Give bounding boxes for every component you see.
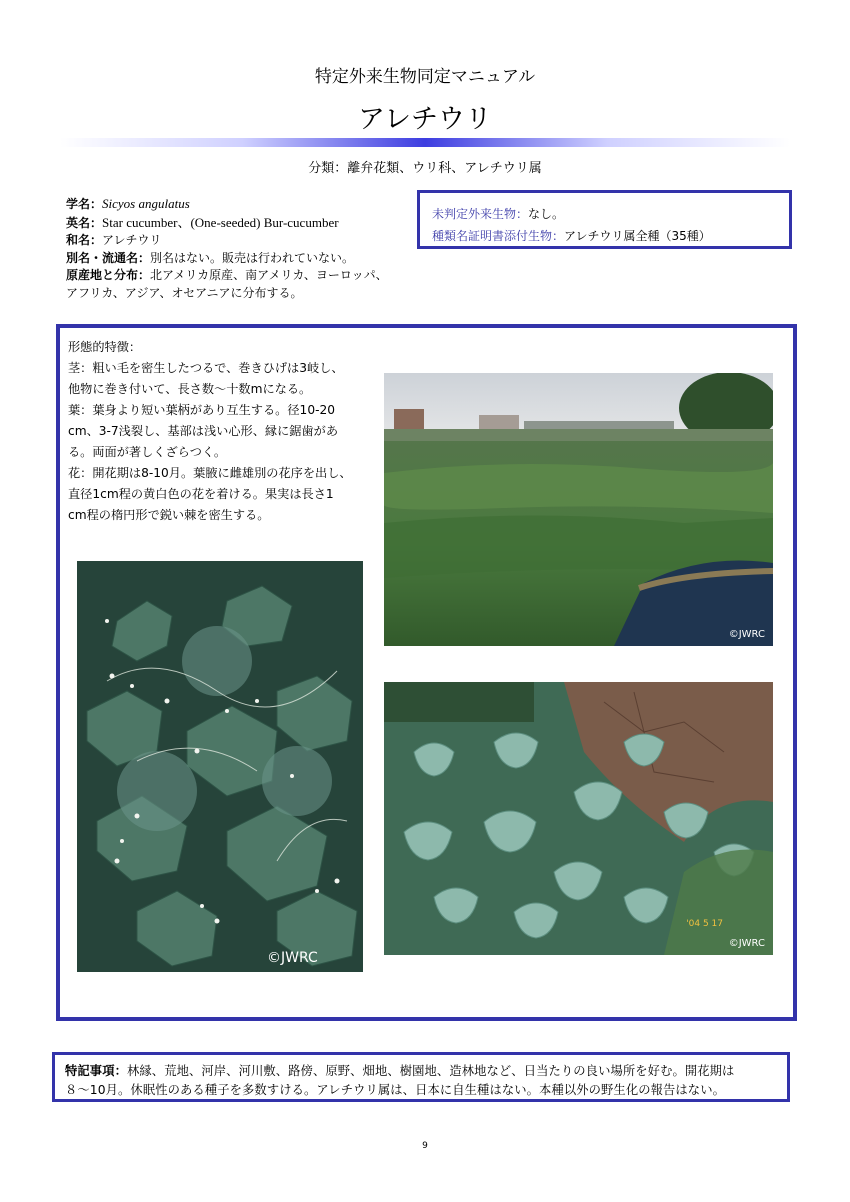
- photo-credit: ©JWRC: [728, 629, 765, 640]
- legal-status-box: [417, 190, 792, 249]
- japanese-name-label: 和名：: [66, 233, 103, 247]
- certificate-label: 種類名証明書添付生物：: [432, 229, 565, 243]
- certificate-row: [432, 225, 789, 247]
- japanese-name-row: [66, 232, 416, 250]
- leaves-photo: [384, 682, 773, 955]
- scientific-name-value: Sicyos angulatus: [102, 196, 190, 211]
- notes-text-line2: ８～10月。休眠性のある種子を多数すける。アレチウリ属は、日本に自生種はない。本種以外の野生化の報告はない。: [65, 1083, 725, 1097]
- special-notes-box: [52, 1052, 790, 1102]
- scientific-name-label: 学名：: [66, 197, 103, 211]
- japanese-name-value: アレチウリ: [102, 233, 162, 247]
- origin-row: [66, 267, 416, 285]
- morphology-line: 直径1cm程の黄白色の花を着ける。果実は長さ1: [68, 487, 334, 501]
- notes-text-line1: 林縁、荒地、河岸、河川敷、路傍、原野、畑地、樹園地、造林地など、日当たりの良い場所を好む。開花期は: [127, 1064, 735, 1078]
- classification: 分類：離弁花類、ウリ科、アレチウリ属: [308, 161, 542, 176]
- alias-label: 別名・流通名：: [66, 250, 151, 265]
- page-number: 9: [422, 1141, 428, 1151]
- unjudged-row: [432, 203, 789, 225]
- gradient-divider: [60, 138, 790, 147]
- notes-label: 特記事項：: [65, 1064, 127, 1078]
- morphology-line: cm程の楕円形で鋭い棘を密生する。: [68, 508, 270, 522]
- english-name-label: 英名：: [66, 215, 103, 230]
- photo-date-stamp: '04 5 17: [686, 919, 723, 929]
- origin-row-continued: [66, 285, 416, 303]
- origin-value-line2: アフリカ、アジア、オセアニアに分布する。: [66, 285, 303, 300]
- morphology-line: 花：開花期は8-10月。葉腋に雌雄別の花序を出し、: [68, 466, 352, 480]
- alias-value: 別名はない。販売は行われていない。: [150, 250, 355, 265]
- alias-row: [66, 250, 416, 268]
- english-name-row: [66, 214, 416, 233]
- flowers-photo: [77, 561, 363, 972]
- manual-title: 特定外来生物同定マニュアル: [314, 67, 536, 87]
- scientific-name-row: [66, 195, 416, 214]
- photo-credit: ©JWRC: [267, 950, 318, 966]
- morphology-line: る。両面が著しくざらつく。: [68, 445, 227, 459]
- certificate-value: アレチウリ属全種（35種）: [564, 229, 711, 243]
- species-info: [66, 195, 416, 302]
- morphology-text: [68, 337, 378, 526]
- habitat-photo: [384, 373, 773, 646]
- origin-value-line1: 北アメリカ原産、南アメリカ、ヨーロッパ、: [150, 268, 388, 282]
- morphology-line: 葉：葉身より短い葉柄があり互生する。径10-20: [68, 403, 335, 417]
- english-name-value: Star cucumber、(One-seeded) Bur-cucumber: [102, 214, 339, 230]
- morphology-heading: 形態的特徴：: [68, 340, 142, 354]
- morphology-line: cm、3-7浅裂し、基部は浅い心形、縁に鋸歯があ: [68, 424, 339, 438]
- morphology-line: 茎：粗い毛を密生したつるで、巻きひげは3岐し、: [68, 361, 344, 375]
- origin-label: 原産地と分布：: [66, 268, 151, 282]
- notes-line: [65, 1062, 787, 1081]
- morphology-line: 他物に巻き付いて、長さ数～十数mになる。: [68, 382, 312, 396]
- species-title: アレチウリ: [358, 104, 492, 135]
- unjudged-label: 未判定外来生物：: [432, 207, 529, 221]
- photo-credit: ©JWRC: [728, 938, 765, 949]
- unjudged-value: なし。: [528, 207, 565, 221]
